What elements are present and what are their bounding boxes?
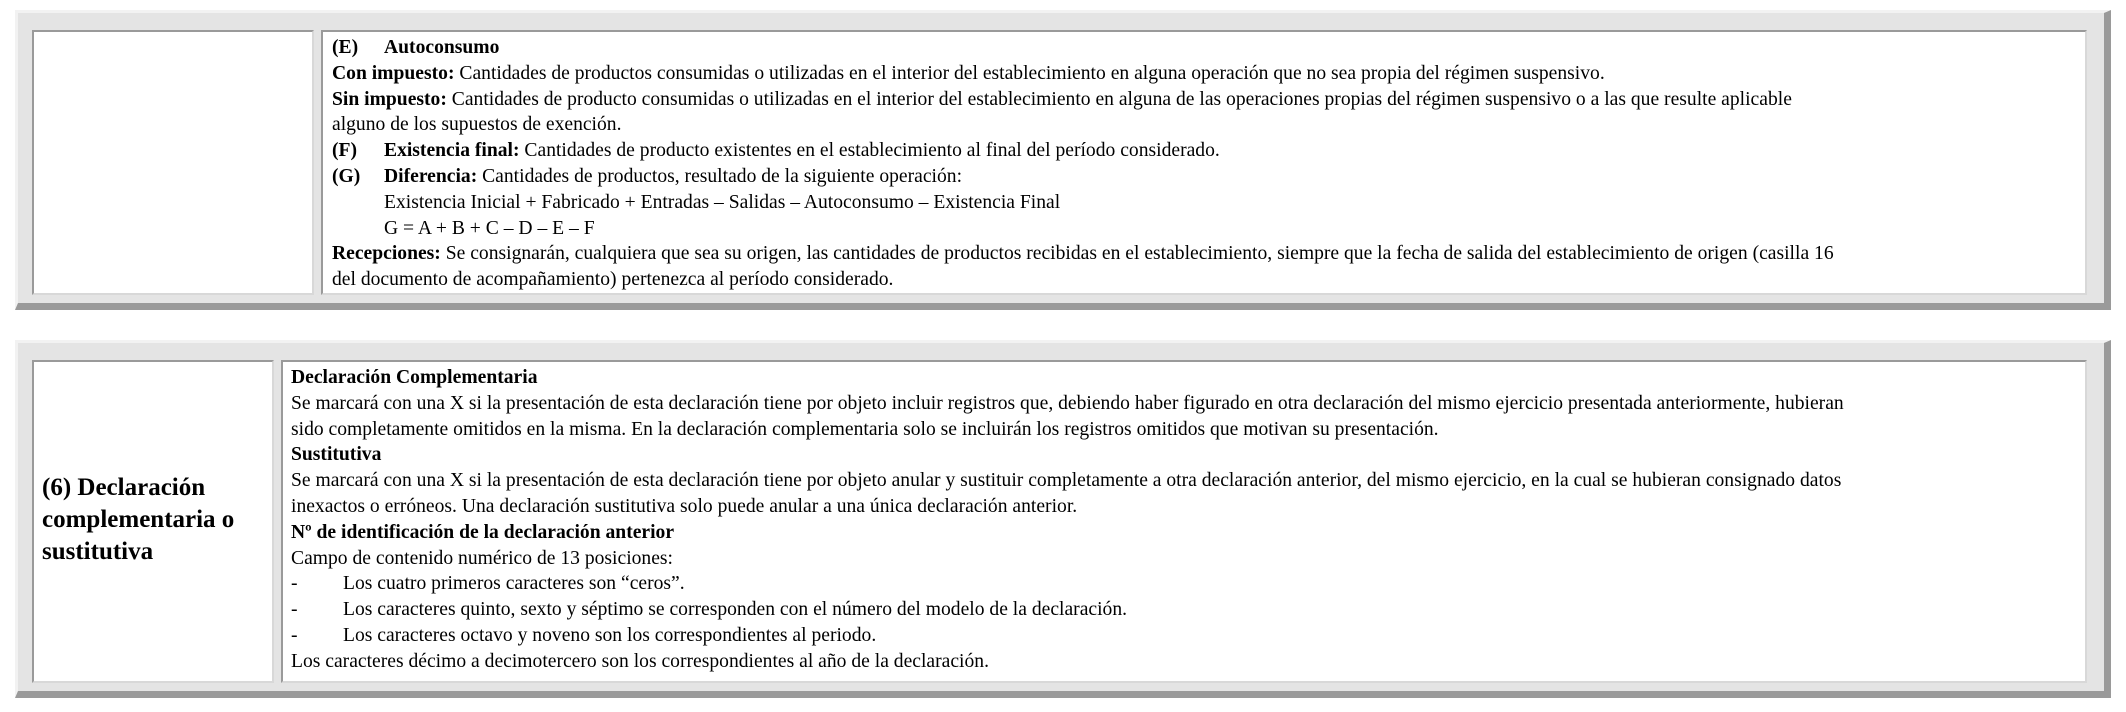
- sustitutiva-text-1: Se marcará con una X si la presentación de esta declaración tiene por objeto anular y sustituir completamente a otra declaración anterior, del mismo ejercicio, en la cual se hubieran consignado datos: [291, 470, 1842, 492]
- id-heading: Nº de identificación de la declaración anterior: [291, 521, 675, 543]
- section-title: (6) Declaración complementaria o sustitutiva: [42, 474, 235, 565]
- formula-line-2: G = A + B + C – D – E – F: [384, 217, 595, 239]
- empty-label-cell: [32, 30, 314, 295]
- last-text: Los caracteres décimo a decimotercero son los correspondientes al año de la declaración.: [291, 650, 989, 672]
- item-g-line: (G) Diferencia: Cantidades de productos, resultado de la siguiente operación:: [332, 165, 963, 187]
- formula-line-1: Existencia Inicial + Fabricado + Entradas – Salidas – Autoconsumo – Existencia Final: [384, 191, 1061, 213]
- sin-impuesto-line-1: Sin impuesto: Cantidades de producto consumidas o utilizadas en el interior del establecimiento en alguna de las operaciones propias del régimen suspensivo o a las que resulte aplicable: [332, 88, 1792, 110]
- complementaria-heading: Declaración Complementaria: [291, 367, 538, 388]
- recepciones-line-2: del documento de acompañamiento) pertenezca al período considerado.: [332, 269, 894, 291]
- complementaria-text-1: Se marcará con una X si la presentación de esta declaración tiene por objeto incluir registros que, debiendo haber figurado en otra declaración del mismo ejercicio presentada anteriormente, hubieran: [291, 392, 1844, 414]
- list-item: - Los caracteres octavo y noveno son los correspondientes al periodo.: [291, 624, 877, 646]
- declaracion-description-cell: [281, 360, 2087, 683]
- list-item: - Los caracteres quinto, sexto y séptimo se corresponden con el número del modelo de la declaración.: [291, 599, 1128, 621]
- autoconsumo-description-cell: [321, 30, 2087, 295]
- id-text: Campo de contenido numérico de 13 posiciones:: [291, 547, 673, 569]
- recepciones-line-1: Recepciones: Se consignarán, cualquiera que sea su origen, las cantidades de productos recibidas en el establecimiento, siempre que la fecha de salida del establecimiento de origen (casilla 16: [332, 243, 1834, 265]
- item-f-line: (F) Existencia final: Cantidades de producto existentes en el establecimiento al final del período considerado.: [332, 140, 1220, 162]
- list-item: - Los cuatro primeros caracteres son “ceros”.: [291, 573, 685, 595]
- con-impuesto-line: Con impuesto: Cantidades de productos consumidas o utilizadas en el interior del establecimiento en alguna operación que no sea propia del régimen suspensivo.: [332, 62, 1605, 84]
- sustitutiva-heading: Sustitutiva: [291, 444, 382, 466]
- autoconsumo-table: [15, 10, 2111, 310]
- sustitutiva-text-2: inexactos o erróneos. Una declaración sustitutiva solo puede anular a una única declaración anterior.: [291, 495, 1078, 517]
- section-label-cell: [32, 360, 274, 683]
- complementaria-text-2: sido completamente omitidos en la misma. En la declaración complementaria solo se incluirán los registros omitidos que motivan su presentación.: [291, 418, 1439, 440]
- sin-impuesto-line-2: alguno de los supuestos de exención.: [332, 114, 622, 136]
- item-e-heading: (E) Autoconsumo: [332, 37, 500, 58]
- declaracion-table: [15, 340, 2111, 698]
